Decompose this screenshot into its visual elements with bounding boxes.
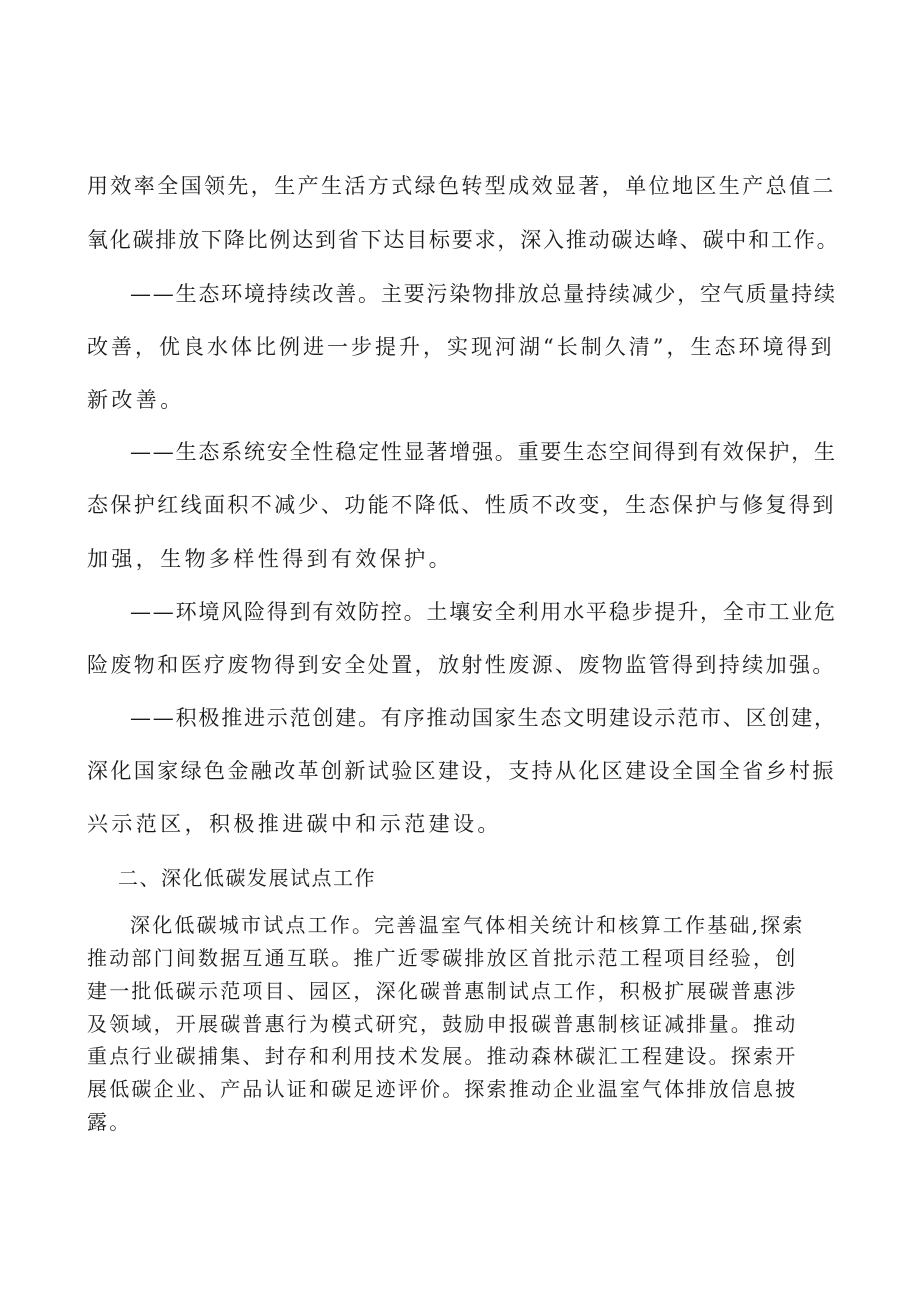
paragraph-line: 露。: [87, 1110, 132, 1134]
paragraph-line: 用效率全国领先，生产生活方式绿色转型成效显著，单位地区生产总值二: [87, 174, 836, 198]
paragraph-line: 新改善。: [87, 388, 185, 412]
paragraph-line: ——积极推进示范创建。有序推动国家生态文明建设示范市、区创建，: [130, 706, 837, 730]
paragraph-line: 态保护红线面积不减少、功能不降低、性质不改变，生态保护与修复得到: [87, 493, 836, 517]
paragraph-line: 氧化碳排放下降比例达到省下达目标要求，深入推动碳达峰、碳中和工作。: [87, 228, 840, 252]
paragraph-line: ——环境风险得到有效防控。土壤安全利用水平稳步提升，全市工业危: [130, 600, 837, 624]
paragraph-line: 展低碳企业、产品认证和碳足迹评价。探索推动企业温室气体排放信息披: [87, 1077, 798, 1101]
paragraph-line: 改善，优良水体比例进一步提升，实现河湖“长制久清”，生态环境得到: [87, 335, 835, 359]
paragraph-line: 深化低碳城市试点工作。完善温室气体相关统计和核算工作基础,探索: [130, 913, 805, 937]
paragraph-line: ——生态环境持续改善。主要污染物排放总量持续减少，空气质量持续: [130, 282, 837, 306]
paragraph-line: 加强，生物多样性得到有效保护。: [87, 547, 453, 571]
paragraph-line: 建一批低碳示范项目、园区，深化碳普惠制试点工作，积极扩展碳普惠涉: [87, 979, 798, 1003]
paragraph-line: 兴示范区，积极推进碳中和示范建设。: [87, 812, 502, 836]
section-heading: 二、深化低碳发展试点工作: [118, 866, 376, 890]
paragraph-line: 推动部门间数据互通互联。推广近零碳排放区首批示范工程项目经验，创: [87, 946, 798, 970]
paragraph-line: 险废物和医疗废物得到安全处置，放射性废源、废物监管得到持续加强。: [87, 653, 836, 677]
paragraph-line: 重点行业碳捕集、封存和利用技术发展。推动森林碳汇工程建设。探索开: [87, 1044, 798, 1068]
paragraph-line: 深化国家绿色金融改革创新试验区建设，支持从化区建设全国全省乡村振: [87, 759, 836, 783]
paragraph-line: ——生态系统安全性稳定性显著增强。重要生态空间得到有效保护，生: [130, 440, 837, 464]
paragraph-line: 及领域，开展碳普惠行为模式研究，鼓励申报碳普惠制核证减排量。推动: [87, 1012, 798, 1036]
